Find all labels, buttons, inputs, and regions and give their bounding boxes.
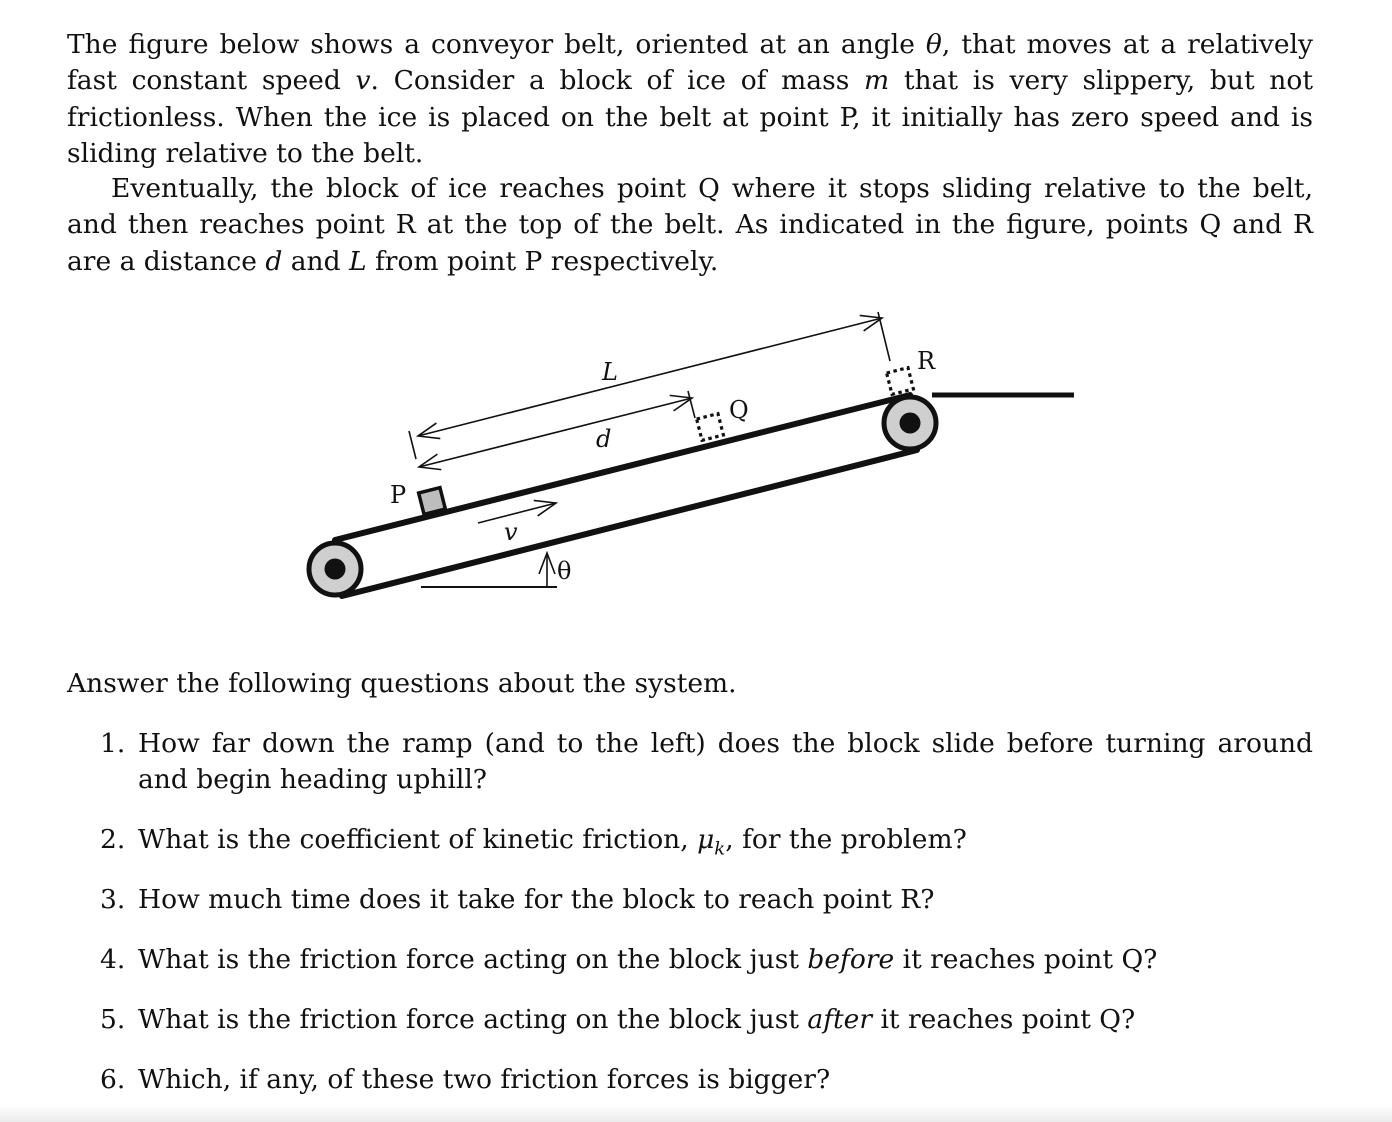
question-item-1 [100,726,1313,799]
conveyor-belt-figure [0,295,1392,615]
bottom-edge-shadow [0,1104,1392,1122]
intro-text: The figure below shows a conveyor belt, oriented at an angle [67,29,926,60]
question-text: How much time does it take for the block to reach point R? [138,884,935,915]
mu-symbol: μ [697,824,715,855]
label-v: v [504,518,518,546]
intro-text: Eventually, the block of ice reaches point Q where it stops sliding relative to the belt, and then reaches point R at the top of the belt. As indicated in the figure, points Q and R are a distance [67,173,1313,277]
question-text: How far down the ramp (and to the left) does the block slide before turning around and begin heading uphill? [138,728,1313,796]
questions-intro: Answer the following questions about the system. [67,668,737,699]
intro-text: . Consider a block of ice of mass [370,65,864,97]
question-text [138,1002,1313,1038]
question-item-4 [100,942,1313,978]
question-number: 6. [100,1064,126,1095]
intro-text: , that moves at a relatively fast constant speed [67,29,1313,97]
intro-text: and [282,245,349,277]
label-R: R [917,347,936,375]
top-pulley [884,397,936,449]
d-symbol: d [265,245,283,277]
question-text-part: it reaches point Q? [872,1004,1136,1035]
ice-block-at-P [419,488,446,515]
label-L: L [602,358,618,386]
question-number: 3. [100,884,126,915]
distance-L-arrow [409,312,890,459]
L-symbol: L [348,245,367,277]
intro-paragraph-1 [67,27,1313,172]
intro-paragraph-2 [67,171,1313,280]
emphasis-after: after [807,1004,873,1035]
bottom-pulley [309,543,361,595]
label-d: d [596,425,612,453]
label-theta: θ [557,557,572,585]
question-number: 1. [100,728,126,759]
question-item-5 [100,1002,1313,1038]
mu-subscript: k [714,838,726,860]
label-P: P [390,481,407,509]
intro-text: that is very slippery, but not frictionless. When the ice is placed on the belt at point P, it initially has zero speed and is sliding relative to the belt. [67,65,1313,169]
question-text [138,942,1313,978]
question-text: Which, if any, of these two friction forces is bigger? [138,1064,831,1095]
emphasis-before: before [807,944,895,975]
question-text-part: What is the friction force acting on the block just [138,1004,808,1035]
theta-symbol: θ [925,29,942,60]
question-number: 4. [100,944,126,975]
question-item-6 [100,1062,1313,1098]
label-Q: Q [729,396,749,424]
belt-bottom-edge [342,450,917,596]
v-symbol: v [355,65,371,97]
question-text-part: , for the problem? [725,824,967,855]
question-text [138,822,1313,868]
ice-block-at-R-dotted [887,368,914,395]
question-text-part: What is the friction force acting on the block just [138,944,808,975]
question-text-part: What is the coefficient of kinetic friction, [138,824,698,855]
intro-text: from point P respectively. [366,245,719,277]
question-number: 5. [100,1004,126,1035]
question-number: 2. [100,824,126,855]
question-item-3 [100,882,1313,918]
distance-d-arrow [419,391,695,467]
ice-block-at-Q-dotted [697,414,724,441]
m-symbol: m [864,65,890,97]
question-text-part: it reaches point Q? [894,944,1158,975]
question-item-2 [100,822,1313,868]
belt-top-edge [335,395,910,540]
